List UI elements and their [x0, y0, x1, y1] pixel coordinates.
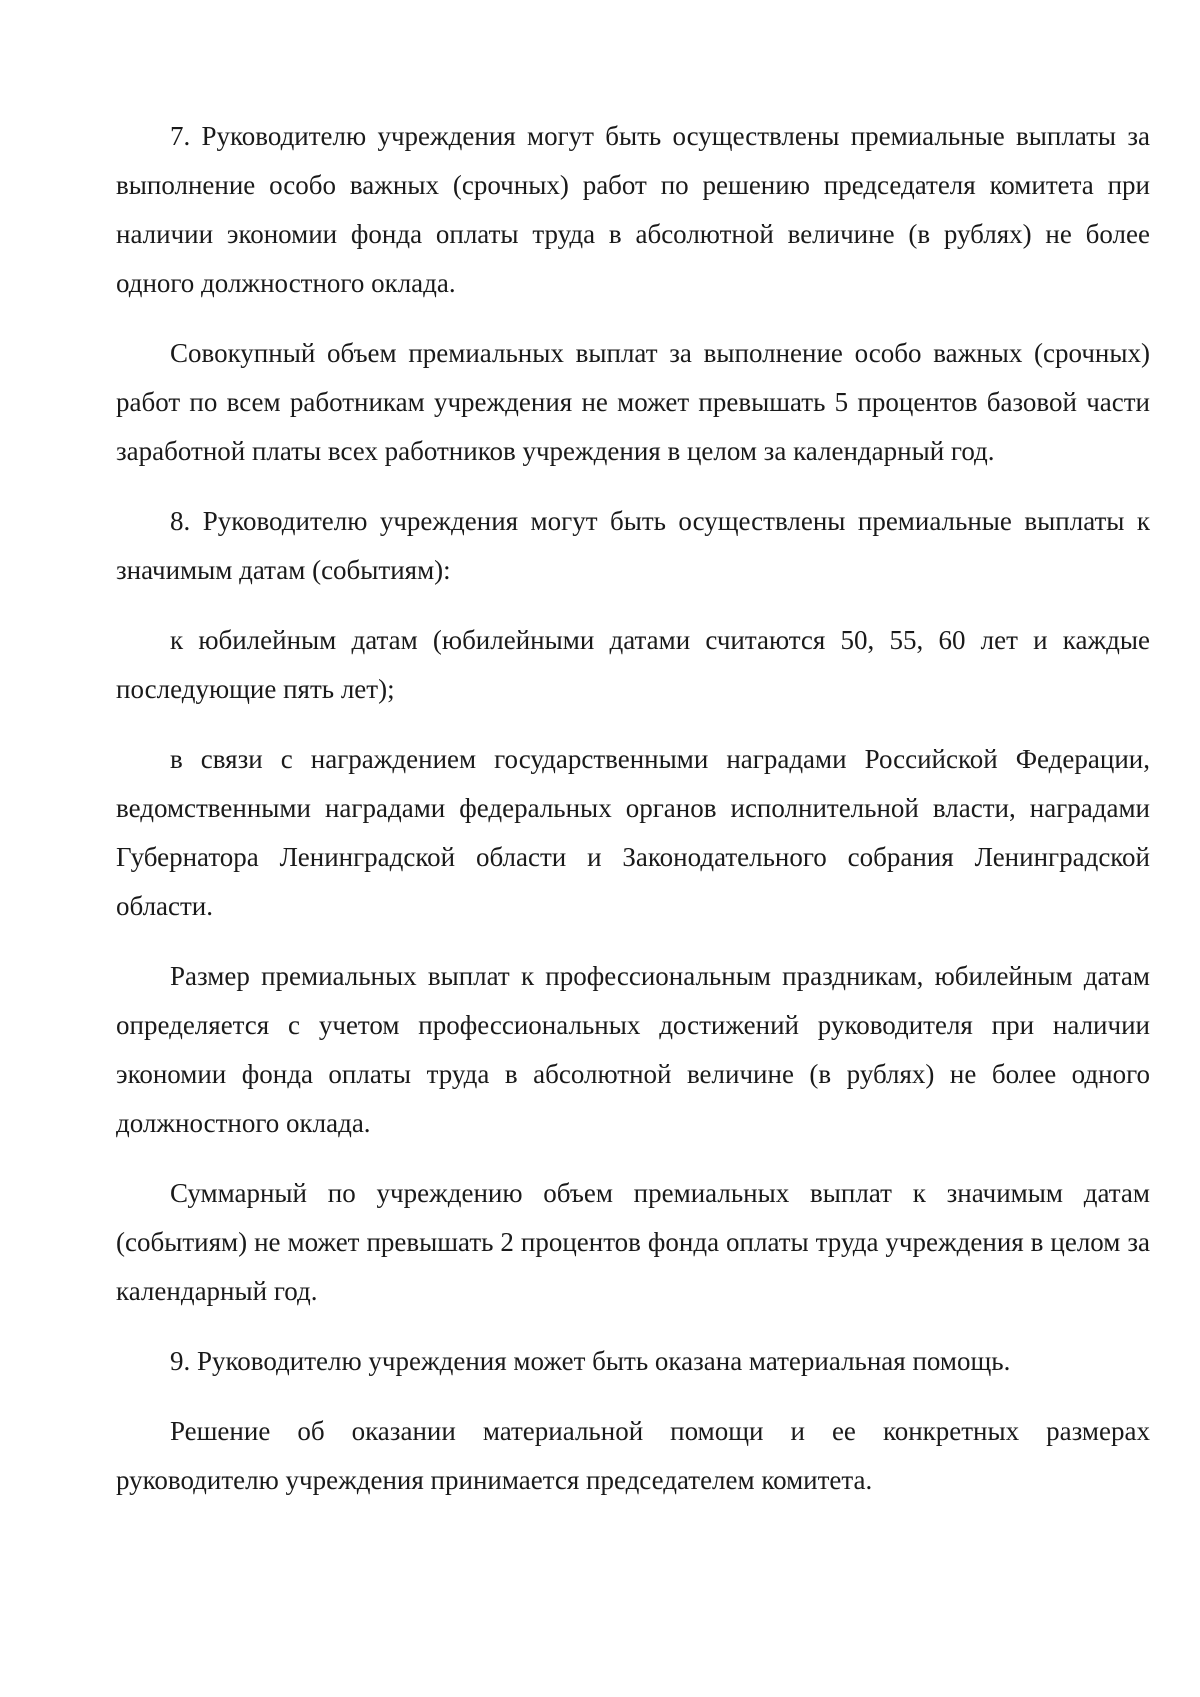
paragraph-total-bonus-limit: Совокупный объем премиальных выплат за выполнение особо важных (срочных) работ по всем работникам учреждения не может превышать 5 процентов базовой части заработной платы всех работников учреждения в целом за календарный год.: [116, 338, 1150, 466]
paragraph-item-8-significant-dates: 8. Руководителю учреждения могут быть осуществлены премиальные выплаты к значимым датам (событиям):: [116, 506, 1150, 585]
paragraph-item-9-material-aid: 9. Руководителю учреждения может быть оказана материальная помощь.: [170, 1346, 1011, 1376]
paragraph-anniversary-dates: к юбилейным датам (юбилейными датами считаются 50, 55, 60 лет и каждые последующие пять лет);: [116, 625, 1150, 704]
paragraph-state-awards: в связи с награждением государственными наградами Российской Федерации, ведомственными наградами федеральных органов исполнительной власти, наградами Губернатора Ленинградской области и Законодательного собрания Ленинградской области.: [116, 744, 1150, 921]
paragraph-total-dates-limit: Суммарный по учреждению объем премиальных выплат к значимым датам (событиям) не может превышать 2 процентов фонда оплаты труда учреждения в целом за календарный год.: [116, 1178, 1150, 1306]
paragraph-item-7-bonus: 7. Руководителю учреждения могут быть осуществлены премиальные выплаты за выполнение особо важных (срочных) работ по решению председателя комитета при наличии экономии фонда оплаты труда в абсолютной величине (в рублях) не более одного должностного оклада.: [116, 121, 1150, 298]
paragraph-material-aid-decision: Решение об оказании материальной помощи и ее конкретных размерах руководителю учреждения принимается председателем комитета.: [116, 1416, 1150, 1495]
paragraph-bonus-size: Размер премиальных выплат к профессиональным праздникам, юбилейным датам определяется с учетом профессиональных достижений руководителя при наличии экономии фонда оплаты труда в абсолютной величине (в рублях) не более одного должностного оклада.: [116, 961, 1150, 1138]
document-page: [116, 112, 1150, 1526]
